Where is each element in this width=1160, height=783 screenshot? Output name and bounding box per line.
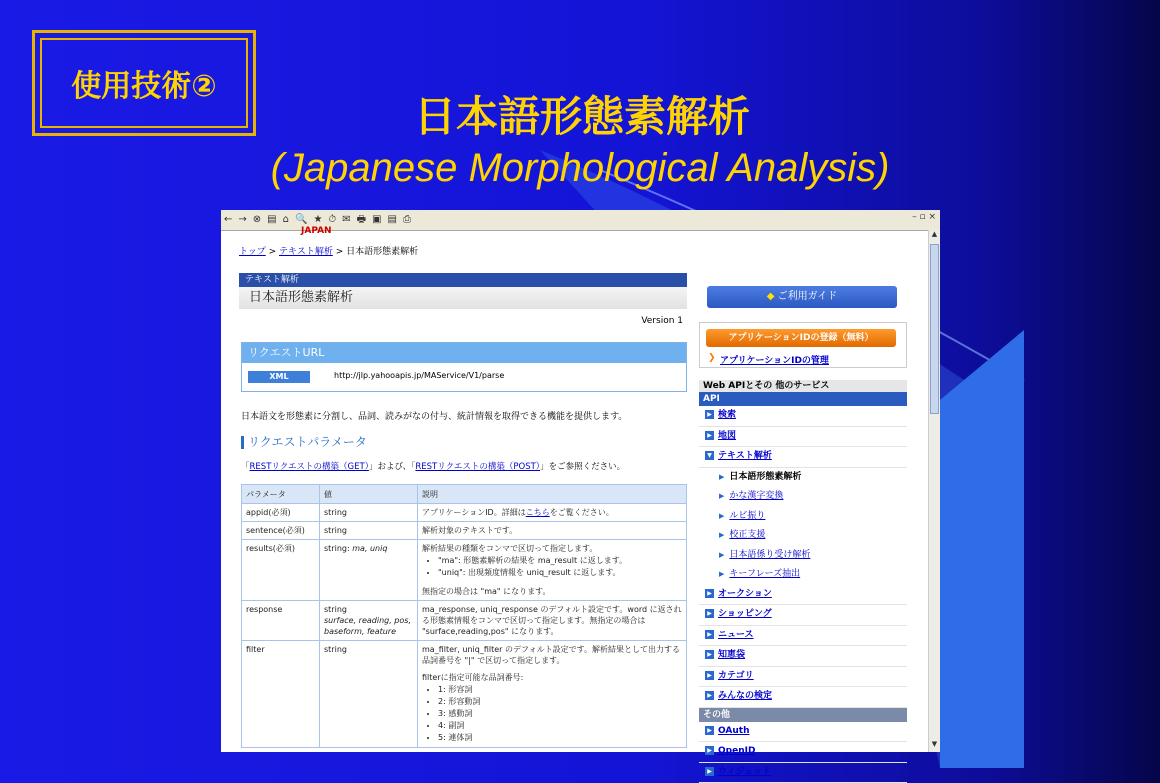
arrow-icon: ▶ bbox=[705, 671, 714, 680]
sidebar-item-label: ウィジェット bbox=[718, 767, 771, 777]
stop-icon[interactable]: ⊗ bbox=[253, 211, 261, 229]
arrow-icon: ▶ bbox=[705, 431, 714, 440]
edit-icon[interactable]: ▣ bbox=[372, 211, 381, 229]
version-label: Version 1 bbox=[239, 316, 683, 326]
sidebar-subitem-label: かな漢字変換 bbox=[729, 491, 783, 501]
request-params-title: リクエストパラメータ bbox=[241, 436, 367, 449]
param-value bbox=[320, 601, 418, 641]
arrow-icon: ▶ bbox=[719, 531, 724, 539]
param-name: sentence(必須) bbox=[242, 522, 320, 540]
param-name: appid(必須) bbox=[242, 504, 320, 522]
table-header-row bbox=[242, 485, 687, 504]
appid-box bbox=[699, 322, 907, 368]
window-controls[interactable]: – ▫ × bbox=[912, 212, 936, 222]
param-desc bbox=[418, 641, 687, 748]
table-row bbox=[242, 601, 687, 641]
param-desc: 解析対象のテキストです。 bbox=[418, 522, 687, 540]
arrow-icon: ▶ bbox=[705, 650, 714, 659]
sidebar-item-label: ショッピング bbox=[718, 609, 772, 619]
sidebar-item-label: オークション bbox=[718, 589, 772, 599]
param-name: results(必須) bbox=[242, 540, 320, 601]
sidebar-item-shopping[interactable] bbox=[699, 605, 907, 626]
favorites-icon[interactable]: ★ bbox=[313, 211, 322, 229]
history-icon[interactable]: ⏱ bbox=[328, 211, 336, 229]
sidebar-item-search[interactable] bbox=[699, 406, 907, 427]
appid-detail-link[interactable]: こちら bbox=[526, 508, 550, 517]
note-mid: 」および、「 bbox=[369, 462, 415, 472]
api-description: 日本語文を形態素に分割し、品詞、読みがなの付与、統計情報を取得できる機能を提供します。 bbox=[241, 409, 627, 422]
sidebar-item-news[interactable] bbox=[699, 626, 907, 647]
param-value: string bbox=[320, 641, 418, 748]
sidebar-subitem-current[interactable] bbox=[699, 468, 907, 488]
sidebar-item-text-analysis[interactable] bbox=[699, 447, 907, 468]
sidebar-item-label: みんなの検定 bbox=[718, 691, 772, 701]
arrow-icon: ▶ bbox=[719, 512, 724, 520]
beginner-icon: ◆ bbox=[767, 291, 775, 302]
sidebar-subitem[interactable] bbox=[699, 565, 907, 585]
list-item: • "ma": 形態素解析の結果を ma_result に返します。 bbox=[438, 555, 682, 566]
value-type: string: bbox=[324, 544, 352, 553]
home-icon[interactable]: ⌂ bbox=[283, 211, 289, 229]
note-suffix: 」をご参照ください。 bbox=[540, 462, 625, 472]
yahoo-japan-logo[interactable]: JAPAN bbox=[301, 226, 332, 236]
param-value: string bbox=[320, 522, 418, 540]
rest-get-link[interactable]: RESTリクエストの構築（GET） bbox=[250, 462, 369, 472]
col-header-param: パラメータ bbox=[242, 485, 320, 504]
arrow-icon: ▶ bbox=[719, 551, 724, 559]
arrow-icon: ▶ bbox=[705, 589, 714, 598]
note-prefix: 「 bbox=[241, 462, 250, 472]
back-icon[interactable]: ← bbox=[224, 211, 232, 229]
list-item: • 2: 形容動詞 bbox=[438, 696, 682, 707]
sidebar-item-label: 検索 bbox=[718, 410, 736, 420]
usage-guide-label: ご利用ガイド bbox=[778, 291, 838, 302]
table-row bbox=[242, 522, 687, 540]
breadcrumb-top[interactable]: トップ bbox=[239, 247, 266, 257]
sidebar-subitem-label: 日本語形態素解析 bbox=[729, 472, 801, 482]
sidebar-item-label: テキスト解析 bbox=[718, 451, 772, 461]
sidebar-item-openid[interactable] bbox=[699, 742, 907, 763]
request-url-header: リクエストURL bbox=[242, 343, 686, 363]
sidebar-item-category[interactable] bbox=[699, 667, 907, 688]
breadcrumb-text-analysis[interactable]: テキスト解析 bbox=[279, 247, 333, 257]
arrow-icon: ▶ bbox=[705, 410, 714, 419]
request-url: http://jlp.yahooapis.jp/MAService/V1/parse bbox=[334, 371, 504, 380]
sidebar-item-kentei[interactable] bbox=[699, 687, 907, 708]
breadcrumb-separator: > bbox=[333, 247, 346, 257]
params-table bbox=[241, 484, 687, 748]
desc-text: ma_filter, uniq_filter のデフォルト設定です。解析結果として出力する品詞番号を "|" で区切って指定します。 bbox=[422, 644, 682, 666]
sidebar-subitem-label: ルビ振り bbox=[729, 511, 765, 521]
list-item: • 5: 連体詞 bbox=[438, 732, 682, 743]
sidebar-subitem-label: 日本語係り受け解析 bbox=[729, 550, 810, 560]
desc-filter-note: filterに指定可能な品詞番号: bbox=[422, 672, 682, 683]
request-url-box bbox=[241, 342, 687, 392]
messenger-icon[interactable]: ⎙ bbox=[403, 211, 411, 229]
request-params-note bbox=[241, 460, 625, 472]
arrow-icon: ▶ bbox=[705, 767, 714, 776]
arrow-icon: ▶ bbox=[719, 570, 724, 578]
value-type: string bbox=[324, 604, 413, 615]
search-icon[interactable]: 🔍 bbox=[295, 211, 307, 229]
expand-icon: ▼ bbox=[705, 451, 714, 460]
breadcrumb bbox=[239, 244, 418, 257]
arrow-icon: ▶ bbox=[719, 473, 724, 481]
usage-guide-button[interactable] bbox=[707, 286, 897, 308]
section-header: テキスト解析 bbox=[239, 273, 687, 287]
value-options: ma, uniq bbox=[352, 544, 387, 553]
chevron-right-icon: ❯ bbox=[708, 353, 716, 363]
table-row bbox=[242, 504, 687, 522]
sidebar-subitem-label: キーフレーズ抽出 bbox=[729, 569, 800, 579]
forward-icon[interactable]: → bbox=[238, 211, 246, 229]
list-item: • 1: 形容詞 bbox=[438, 684, 682, 695]
col-header-desc: 説明 bbox=[418, 485, 687, 504]
page-title: 日本語形態素解析 bbox=[239, 287, 687, 309]
param-desc bbox=[418, 540, 687, 601]
scrollbar-thumb[interactable] bbox=[930, 244, 939, 414]
sidebar-subitem-label: 校正支援 bbox=[729, 530, 765, 540]
desc-text: アプリケーションID。詳細は bbox=[422, 508, 526, 517]
vertical-scrollbar[interactable] bbox=[928, 230, 940, 752]
list-item: • 4: 副詞 bbox=[438, 720, 682, 731]
sidebar-item-label: OpenID bbox=[718, 746, 755, 756]
list-item: • "uniq": 出現頻度情報を uniq_result に返します。 bbox=[438, 567, 682, 578]
sidebar-item-map[interactable] bbox=[699, 427, 907, 448]
arrow-icon: ▶ bbox=[705, 691, 714, 700]
print-icon[interactable]: 🖶 bbox=[357, 211, 366, 229]
param-name: response bbox=[242, 601, 320, 641]
slide-title-jp: 日本語形態素解析 bbox=[0, 84, 1024, 144]
slide-title-en: (Japanese Morphological Analysis) bbox=[0, 146, 1160, 191]
sidebar-item-label: ニュース bbox=[718, 630, 754, 640]
param-name: filter bbox=[242, 641, 320, 748]
list-item: • 3: 感動詞 bbox=[438, 708, 682, 719]
sidebar bbox=[699, 380, 907, 783]
desc-list bbox=[422, 684, 682, 743]
desc-tail: をご覧ください。 bbox=[550, 508, 614, 517]
param-desc: ma_response, uniq_response のデフォルト設定です。word に返される形態素情報をコンマで区切って指定します。無指定の場合は "surface,reading,pos" になります。 bbox=[418, 601, 687, 641]
rest-post-link[interactable]: RESTリクエストの構築（POST） bbox=[415, 462, 540, 472]
refresh-icon[interactable]: ▤ bbox=[267, 211, 276, 229]
sidebar-item-oauth[interactable] bbox=[699, 722, 907, 743]
sidebar-subitem[interactable] bbox=[699, 487, 907, 507]
arrow-icon: ▶ bbox=[705, 630, 714, 639]
param-value bbox=[320, 540, 418, 601]
sidebar-subitem[interactable] bbox=[699, 526, 907, 546]
other-header: その他 bbox=[699, 708, 907, 722]
sidebar-subitem[interactable] bbox=[699, 507, 907, 527]
arrow-icon: ▶ bbox=[705, 726, 714, 735]
sidebar-item-widget[interactable] bbox=[699, 763, 907, 783]
param-value: string bbox=[320, 504, 418, 522]
table-row bbox=[242, 641, 687, 748]
register-appid-button[interactable] bbox=[706, 329, 896, 347]
services-header: Web APIとその 他のサービス bbox=[699, 380, 907, 392]
sidebar-item-label: 地図 bbox=[718, 431, 736, 441]
param-desc bbox=[418, 504, 687, 522]
desc-list bbox=[422, 555, 682, 578]
mail-icon[interactable]: ✉ bbox=[342, 211, 350, 229]
slide-badge-text: 使用技術② bbox=[71, 61, 216, 105]
sidebar-subitem[interactable] bbox=[699, 546, 907, 566]
sidebar-item-label: 知恵袋 bbox=[718, 650, 745, 660]
desc-default: 無指定の場合は "ma" になります。 bbox=[422, 586, 682, 597]
sidebar-item-auction[interactable] bbox=[699, 585, 907, 606]
arrow-icon: ▶ bbox=[705, 746, 714, 755]
col-header-value: 値 bbox=[320, 485, 418, 504]
sidebar-item-label: カテゴリ bbox=[718, 671, 754, 681]
register-appid-label: アプリケーションIDの登録（無料） bbox=[729, 333, 874, 343]
breadcrumb-separator: > bbox=[266, 247, 279, 257]
manage-appid-link[interactable]: アプリケーションIDの管理 bbox=[720, 353, 829, 366]
breadcrumb-current: 日本語形態素解析 bbox=[346, 247, 418, 257]
sidebar-item-label: OAuth bbox=[718, 726, 750, 736]
value-options: surface, reading, pos, baseform, feature bbox=[324, 616, 411, 636]
web-page bbox=[221, 230, 928, 752]
arrow-icon: ▶ bbox=[719, 492, 724, 500]
scroll-up-icon[interactable]: ▲ bbox=[929, 230, 940, 242]
discuss-icon[interactable]: ▤ bbox=[388, 211, 397, 229]
api-header: API bbox=[699, 392, 907, 406]
table-row bbox=[242, 540, 687, 601]
arrow-icon: ▶ bbox=[705, 609, 714, 618]
scroll-down-icon[interactable]: ▼ bbox=[929, 740, 940, 752]
sidebar-item-chiebukuro[interactable] bbox=[699, 646, 907, 667]
browser-screenshot bbox=[221, 210, 940, 752]
desc-text: 解析結果の種類をコンマで区切って指定します。 bbox=[422, 543, 682, 554]
xml-format-badge: XML bbox=[248, 371, 310, 383]
